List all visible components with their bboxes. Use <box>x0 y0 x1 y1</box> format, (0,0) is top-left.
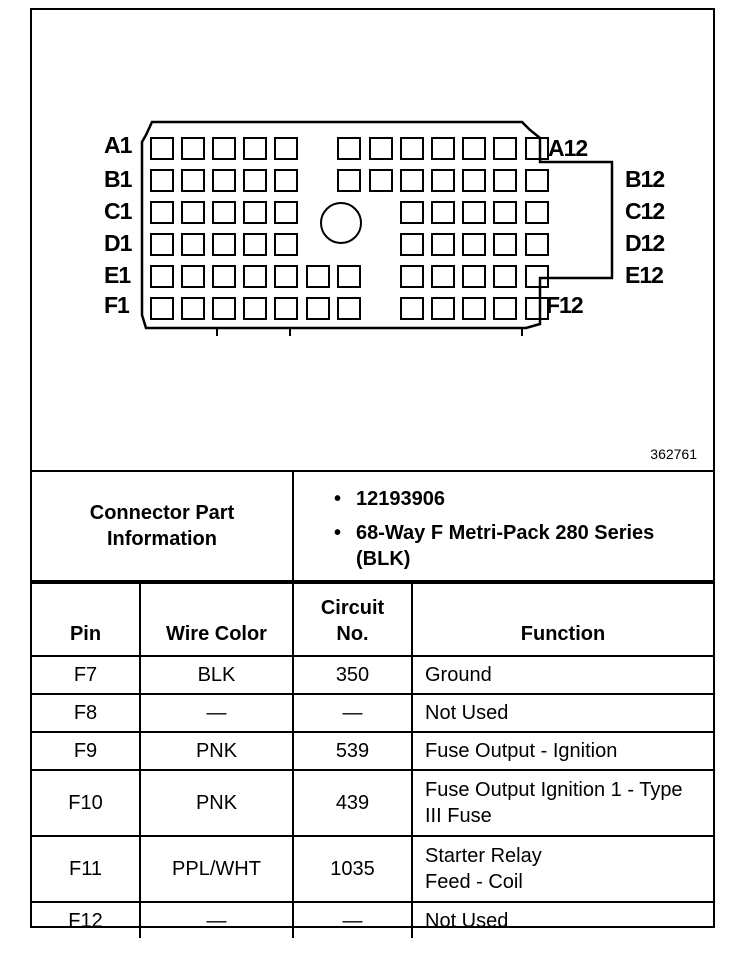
terminal-cavity <box>432 170 454 191</box>
cell-function <box>412 770 713 836</box>
connector-info-label-text: Connector Part Information <box>89 502 235 550</box>
terminal-cavity <box>151 138 173 159</box>
terminal-cavity <box>275 202 297 223</box>
connector-info-section <box>32 472 713 582</box>
connector-info-label <box>32 472 294 580</box>
terminal-cavity <box>432 202 454 223</box>
terminal-cavity <box>338 138 360 159</box>
terminal-cavity <box>244 138 266 159</box>
terminal-cavity <box>275 266 297 287</box>
bullet-icon: • <box>334 488 342 510</box>
connector-info-item <box>334 486 713 512</box>
terminal-cavity <box>182 202 204 223</box>
terminal-cavity <box>463 170 485 191</box>
cell-pin: F7 <box>32 656 140 694</box>
terminal-cavity <box>432 138 454 159</box>
terminal-cavity <box>213 170 235 191</box>
terminal-cavity <box>463 138 485 159</box>
terminal-cavity <box>182 298 204 319</box>
terminal-cavity <box>463 234 485 255</box>
label-e12: E12 <box>625 262 663 288</box>
header-wire-color: Wire Color <box>140 583 293 656</box>
terminal-cavity <box>432 298 454 319</box>
connector-description: 68-Way F Metri-Pack 280 Series (BLK) <box>356 522 655 570</box>
terminal-cavity <box>526 138 548 159</box>
terminal-cavity <box>213 234 235 255</box>
terminal-cavity <box>494 202 516 223</box>
terminal-cavity <box>275 138 297 159</box>
cell-circuit: 439 <box>293 770 412 836</box>
terminal-cavity <box>494 138 516 159</box>
terminal-cavity <box>338 170 360 191</box>
cell-function-text: Fuse Output Ignition 1 - Type III Fuse <box>425 779 683 827</box>
label-d1: D1 <box>104 230 132 256</box>
terminal-cavity <box>307 298 329 319</box>
terminal-cavity <box>182 266 204 287</box>
terminal-cavity <box>494 266 516 287</box>
figure-id: 362761 <box>650 446 697 462</box>
bullet-icon: • <box>334 522 342 544</box>
terminal-cavity <box>213 298 235 319</box>
terminal-cavity <box>338 298 360 319</box>
terminal-cavity <box>463 202 485 223</box>
header-circuit-no <box>293 583 412 656</box>
terminal-cavity <box>463 298 485 319</box>
terminal-cavity <box>151 298 173 319</box>
cell-circuit: — <box>293 694 412 732</box>
cell-wire-color: — <box>140 902 293 938</box>
terminal-cavity <box>213 202 235 223</box>
header-circuit-text: Circuit No. <box>320 597 385 645</box>
connector-figure <box>32 10 713 472</box>
terminal-cavity <box>401 170 423 191</box>
terminal-cavity <box>182 138 204 159</box>
terminal-cavity <box>244 298 266 319</box>
cell-function <box>412 836 713 902</box>
terminal-cavity <box>151 202 173 223</box>
label-e1: E1 <box>104 262 131 288</box>
table-row <box>32 732 713 770</box>
terminal-cavity <box>213 266 235 287</box>
terminal-cavity <box>370 170 392 191</box>
terminal-cavity <box>401 266 423 287</box>
label-b12: B12 <box>625 166 665 192</box>
label-f1: F1 <box>104 292 129 318</box>
cell-pin: F9 <box>32 732 140 770</box>
connector-info-item <box>334 520 676 572</box>
cell-circuit: — <box>293 902 412 938</box>
connector-face-diagram <box>32 10 713 470</box>
cell-function-text: Starter Relay Feed - Coil <box>425 845 542 893</box>
label-c12: C12 <box>625 198 665 224</box>
terminal-cavity <box>526 234 548 255</box>
connector-info-list <box>294 472 713 580</box>
terminal-cavity <box>151 266 173 287</box>
terminal-cavity <box>338 266 360 287</box>
terminal-cavity <box>275 234 297 255</box>
terminal-cavity <box>370 138 392 159</box>
terminal-cavity <box>275 298 297 319</box>
cell-function: Not Used <box>412 694 713 732</box>
terminal-cavity <box>463 266 485 287</box>
terminal-cavity <box>526 170 548 191</box>
table-row <box>32 836 713 902</box>
keying-hole <box>321 203 361 243</box>
cell-circuit: 350 <box>293 656 412 694</box>
terminal-cavity <box>401 138 423 159</box>
cell-pin: F11 <box>32 836 140 902</box>
terminal-cavity <box>494 298 516 319</box>
terminal-cavity <box>401 234 423 255</box>
connector-sheet <box>30 8 715 932</box>
cell-wire-color: — <box>140 694 293 732</box>
label-f12: F12 <box>546 292 583 318</box>
cell-function: Fuse Output - Ignition <box>412 732 713 770</box>
cell-pin: F12 <box>32 902 140 938</box>
terminal-cavity <box>307 266 329 287</box>
label-a12: A12 <box>548 135 588 161</box>
terminal-cavity <box>182 170 204 191</box>
terminal-cavity <box>182 234 204 255</box>
label-a1: A1 <box>104 132 132 158</box>
cell-circuit: 539 <box>293 732 412 770</box>
terminal-cavity <box>275 170 297 191</box>
terminal-cavity <box>494 170 516 191</box>
cell-wire-color: PNK <box>140 732 293 770</box>
terminal-cavity <box>401 202 423 223</box>
cell-function: Ground <box>412 656 713 694</box>
table-row <box>32 656 713 694</box>
cell-pin: F10 <box>32 770 140 836</box>
header-function: Function <box>412 583 713 656</box>
terminal-cavity <box>244 266 266 287</box>
cell-wire-color: PPL/WHT <box>140 836 293 902</box>
terminal-cavity <box>401 298 423 319</box>
label-b1: B1 <box>104 166 132 192</box>
label-c1: C1 <box>104 198 132 224</box>
terminal-cavity <box>526 266 548 287</box>
terminal-cavity <box>213 138 235 159</box>
terminal-cavity <box>432 266 454 287</box>
header-pin: Pin <box>32 583 140 656</box>
table-row <box>32 694 713 732</box>
table-row <box>32 902 713 938</box>
terminal-cavity <box>151 234 173 255</box>
connector-part-number: 12193906 <box>356 488 445 510</box>
cell-wire-color: PNK <box>140 770 293 836</box>
cell-circuit: 1035 <box>293 836 412 902</box>
cell-pin: F8 <box>32 694 140 732</box>
label-d12: D12 <box>625 230 665 256</box>
terminal-cavity <box>432 234 454 255</box>
terminal-cavity <box>244 202 266 223</box>
terminal-cavity <box>526 298 548 319</box>
terminal-cavity <box>244 234 266 255</box>
terminal-cavity <box>494 234 516 255</box>
cell-function: Not Used <box>412 902 713 938</box>
cell-wire-color: BLK <box>140 656 293 694</box>
terminal-cavity <box>526 202 548 223</box>
terminal-cavity <box>244 170 266 191</box>
pin-table <box>32 582 713 938</box>
terminal-cavity <box>151 170 173 191</box>
table-row <box>32 770 713 836</box>
